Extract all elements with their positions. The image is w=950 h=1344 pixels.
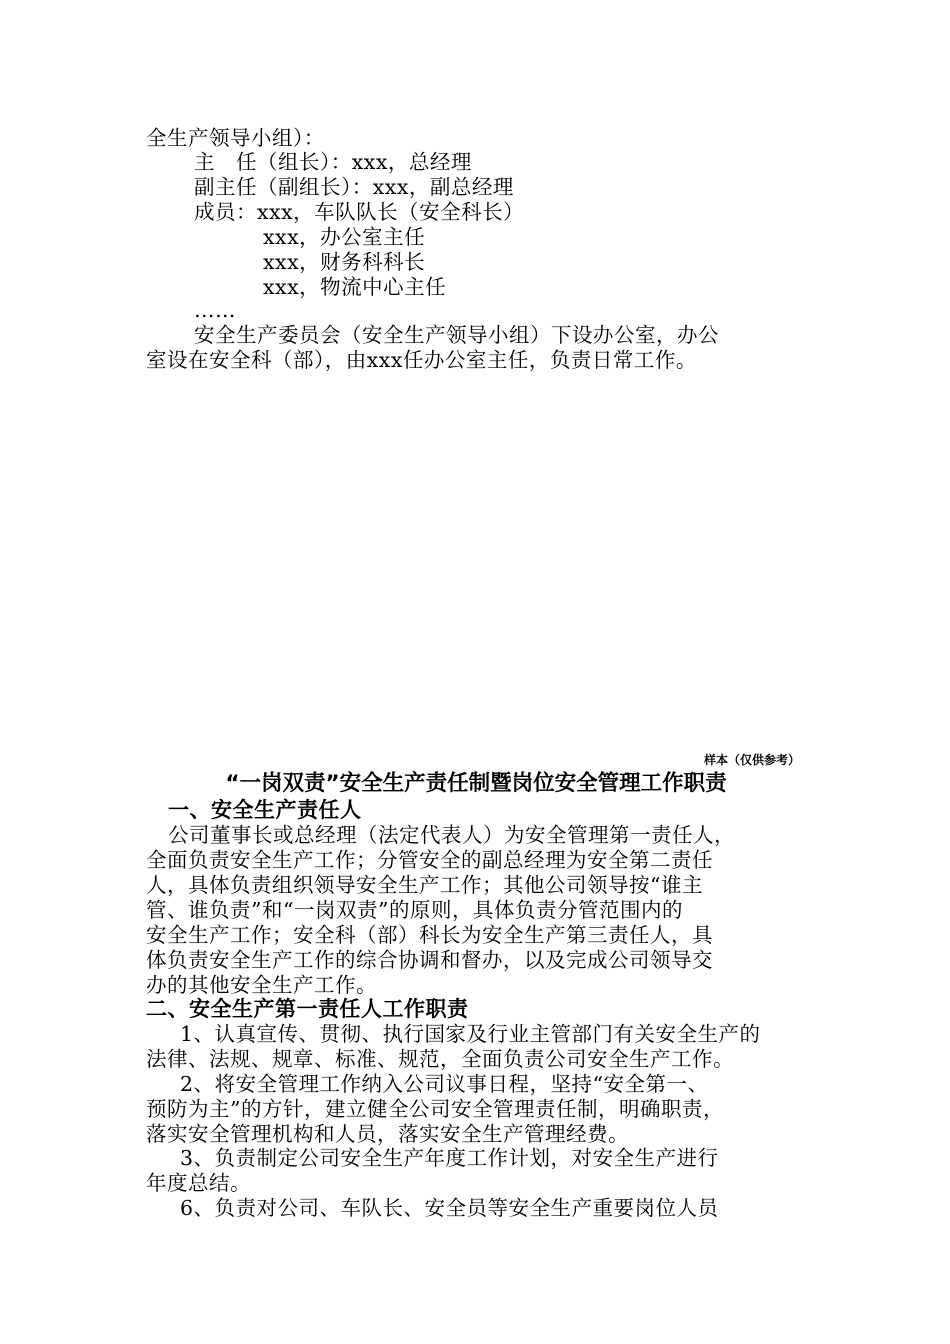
section-1-line: 全面负责安全生产工作；分管安全的副总经理为安全第二责任	[146, 848, 713, 872]
section-1-line: 安全生产工作；安全科（部）科长为安全生产第三责任人，具	[146, 923, 713, 947]
section-2-line: 1、认真宣传、贯彻、执行国家及行业主管部门有关安全生产的	[180, 1022, 761, 1046]
org-line-office-setup-2: 室设在安全科（部），由xxx任办公室主任，负责日常工作。	[146, 348, 697, 372]
section-1-line: 体负责安全生产工作的综合协调和督办，以及完成公司领导交	[146, 948, 713, 972]
section-2-line: 2、将安全管理工作纳入公司议事日程，坚持“安全第一、	[180, 1072, 709, 1096]
org-line-member-logistics: xxx，物流中心主任	[263, 275, 447, 299]
section-1-line: 公司董事长或总经理（法定代表人）为安全管理第一责任人，	[168, 823, 735, 847]
section-2-line: 落实安全管理机构和人员，落实安全生产管理经费。	[146, 1122, 629, 1146]
section-1-line: 管、谁负责”和“一岗双责”的原则，具体负责分管范围内的	[146, 898, 683, 922]
section-1-heading: 一、安全生产责任人	[168, 798, 362, 822]
section-1-line: 人，具体负责组织领导安全生产工作；其他公司领导按“谁主	[146, 873, 703, 897]
org-line-member-office: xxx，办公室主任	[263, 225, 426, 249]
org-line-ellipsis: ……	[194, 298, 236, 322]
doc-title: “一岗双责”安全生产责任制暨岗位安全管理工作职责	[225, 771, 727, 796]
section-2-line: 3、负责制定公司安全生产年度工作计划，对安全生产进行	[180, 1146, 719, 1170]
org-line-deputy: 副主任（副组长）：xxx，副总经理	[194, 175, 514, 199]
section-2-line: 预防为主”的方针，建立健全公司安全管理责任制，明确职责，	[146, 1097, 724, 1121]
section-2-heading: 二、安全生产第一责任人工作职责	[146, 997, 469, 1021]
org-line-member-finance: xxx，财务科科长	[263, 250, 426, 274]
section-2-line: 法律、法规、规章、标准、规范，全面负责公司安全生产工作。	[146, 1047, 734, 1071]
section-2-line: 年度总结。	[146, 1171, 251, 1195]
section-2-line: 6、负责对公司、车队长、安全员等安全生产重要岗位人员	[180, 1196, 719, 1220]
org-line-director: 主 任（组长）：xxx，总经理	[194, 150, 472, 174]
sample-note: 样本（仅供参考）	[703, 753, 800, 767]
org-line-members: 成员：xxx，车队队长（安全科长）	[194, 200, 525, 224]
org-line-0: 全生产领导小组）：	[146, 126, 325, 150]
section-1-line: 办的其他安全生产工作。	[146, 973, 377, 997]
org-line-office-setup-1: 安全生产委员会（安全生产领导小组）下设办公室，办公	[194, 323, 719, 347]
